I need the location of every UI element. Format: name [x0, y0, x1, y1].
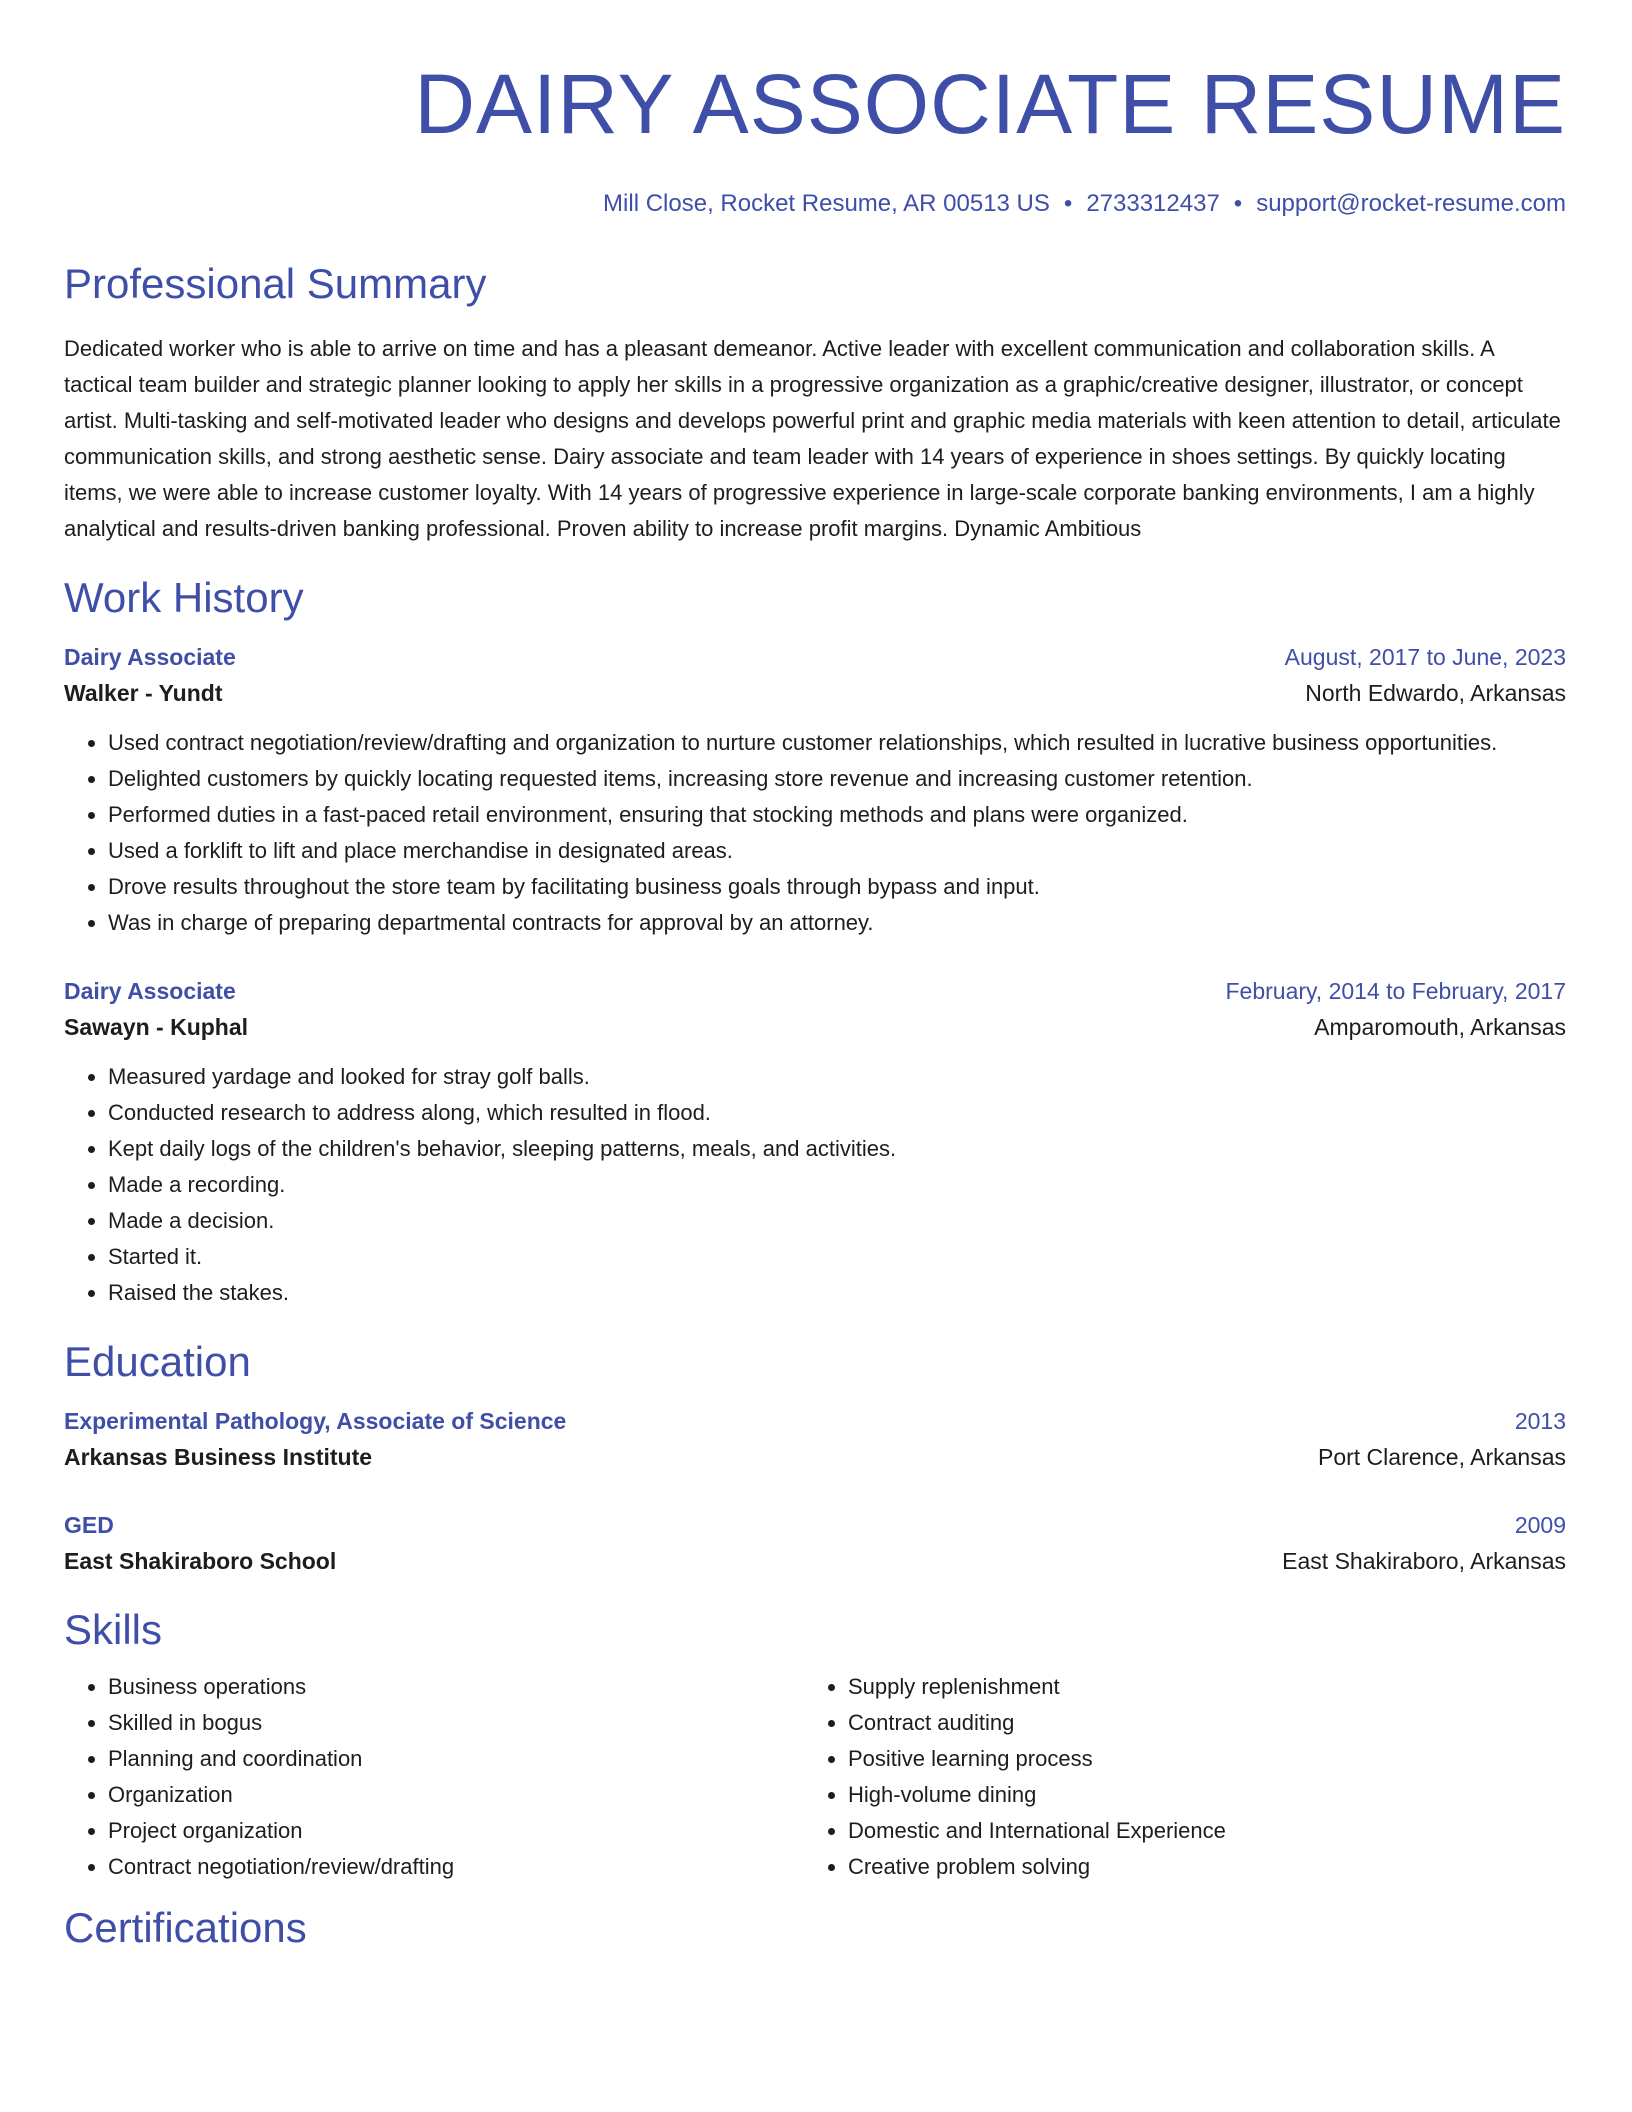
- contact-address: Mill Close, Rocket Resume, AR 00513 US: [603, 190, 1050, 217]
- summary-text: Dedicated worker who is able to arrive on time and has a pleasant demeanor. Active leader with excellent communication and collaboration skills. A tactical team builder and strategic planner looking to apply her skills in a progressive organization as a graphic/creative designer, illustrator, or concept artist. Multi-tasking and self-motivated leader who designs and develops powerful print and graphic media materials with keen attention to detail, articulate communication skills, and strong aesthetic sense. Dairy associate and team leader with 14 years of experience in shoes settings. By quickly locating items, we were able to increase customer loyalty. With 14 years of progressive experience in large-scale corporate banking environments, I am a highly analytical and results-driven banking professional. Proven ability to increase profit margins. Dynamic Ambitious: [64, 336, 1561, 541]
- contact-separator: •: [1233, 190, 1243, 217]
- job-bullet: • Delighted customers by quickly locating requested items, increasing store revenue and increasing customer retention.: [108, 761, 1566, 797]
- job-entry: [64, 639, 1566, 941]
- skill-item: • Domestic and International Experience: [848, 1813, 1544, 1849]
- skill-item: • High-volume dining: [848, 1777, 1544, 1813]
- job-employer: Walker - Yundt: [64, 680, 223, 706]
- section-title-summary: Professional Summary: [64, 260, 487, 307]
- contact-separator: •: [1063, 190, 1073, 217]
- resume-page: [64, 0, 1566, 1953]
- job-bullet: • Raised the stakes.: [108, 1275, 1566, 1311]
- education-school: East Shakiraboro School: [64, 1548, 337, 1574]
- job-dates: August, 2017 to June, 2023: [1284, 644, 1566, 670]
- job-bullet: • Kept daily logs of the children's behavior, sleeping patterns, meals, and activities.: [108, 1131, 1566, 1167]
- resume-header: [64, 0, 1566, 219]
- skill-item: • Creative problem solving: [848, 1849, 1544, 1885]
- skills-column-left: [64, 1669, 804, 1885]
- job-header-row: [64, 639, 1566, 675]
- job-bullet: • Used a forklift to lift and place merchandise in designated areas.: [108, 833, 1566, 869]
- skill-item: • Organization: [108, 1777, 804, 1813]
- section-title-certifications: Certifications: [64, 1904, 307, 1951]
- job-bullet: • Started it.: [108, 1239, 1566, 1275]
- skill-item: • Planning and coordination: [108, 1741, 804, 1777]
- skill-item: • Contract negotiation/review/drafting: [108, 1849, 804, 1885]
- job-bullet: • Measured yardage and looked for stray golf balls.: [108, 1059, 1566, 1095]
- job-location: Amparomouth, Arkansas: [1314, 1014, 1566, 1040]
- job-bullets: [64, 1059, 1566, 1311]
- job-bullet: • Made a recording.: [108, 1167, 1566, 1203]
- contact-line: [64, 189, 1566, 219]
- job-header-row: [64, 973, 1566, 1009]
- job-entry: [64, 973, 1566, 1311]
- job-bullet: • Drove results throughout the store team by facilitating business goals through bypass and input.: [108, 869, 1566, 905]
- skill-item: • Business operations: [108, 1669, 804, 1705]
- skill-item: • Project organization: [108, 1813, 804, 1849]
- section-title-skills: Skills: [64, 1606, 163, 1653]
- job-bullet: • Made a decision.: [108, 1203, 1566, 1239]
- education-location: Port Clarence, Arkansas: [1317, 1444, 1566, 1470]
- job-employer-row: [64, 675, 1566, 711]
- education-school-row: [64, 1439, 1566, 1475]
- education-degree: GED: [64, 1512, 114, 1538]
- job-bullets: [64, 725, 1566, 941]
- skill-item: • Skilled in bogus: [108, 1705, 804, 1741]
- education-header-row: [64, 1507, 1566, 1543]
- education-location: East Shakiraboro, Arkansas: [1282, 1548, 1566, 1574]
- job-bullet: • Performed duties in a fast-paced retail environment, ensuring that stocking methods and plans were organized.: [108, 797, 1566, 833]
- contact-email[interactable]: support@rocket-resume.com: [1256, 190, 1566, 217]
- skill-item: • Positive learning process: [848, 1741, 1544, 1777]
- skills-column-right: [804, 1669, 1544, 1885]
- education-entry: [64, 1403, 1566, 1475]
- job-role: Dairy Associate: [64, 644, 236, 670]
- job-dates: February, 2014 to February, 2017: [1225, 978, 1566, 1004]
- education-year: 2013: [1514, 1408, 1566, 1434]
- resume-title: DAIRY ASSOCIATE RESUME: [414, 57, 1566, 151]
- education-degree: Experimental Pathology, Associate of Science: [64, 1408, 567, 1434]
- section-title-education: Education: [64, 1338, 251, 1385]
- education-header-row: [64, 1403, 1566, 1439]
- job-bullet: • Was in charge of preparing departmental contracts for approval by an attorney.: [108, 905, 1566, 941]
- education-year: 2009: [1514, 1512, 1566, 1538]
- skill-item: • Supply replenishment: [848, 1669, 1544, 1705]
- job-location: North Edwardo, Arkansas: [1305, 680, 1566, 706]
- skill-item: • Contract auditing: [848, 1705, 1544, 1741]
- job-employer: Sawayn - Kuphal: [64, 1014, 249, 1040]
- skills-list: [804, 1669, 1544, 1885]
- education-entry: [64, 1507, 1566, 1579]
- skills-list: [64, 1669, 804, 1885]
- job-role: Dairy Associate: [64, 978, 236, 1004]
- section-title-work-history: Work History: [64, 574, 304, 621]
- job-bullet: • Used contract negotiation/review/drafting and organization to nurture customer relationships, which resulted in lucrative business opportunities.: [108, 725, 1566, 761]
- job-bullet: • Conducted research to address along, which resulted in flood.: [108, 1095, 1566, 1131]
- skills-grid: [64, 1669, 1566, 1885]
- education-school-row: [64, 1543, 1566, 1579]
- education-school: Arkansas Business Institute: [64, 1444, 373, 1470]
- contact-phone: 2733312437: [1086, 190, 1220, 217]
- job-employer-row: [64, 1009, 1566, 1045]
